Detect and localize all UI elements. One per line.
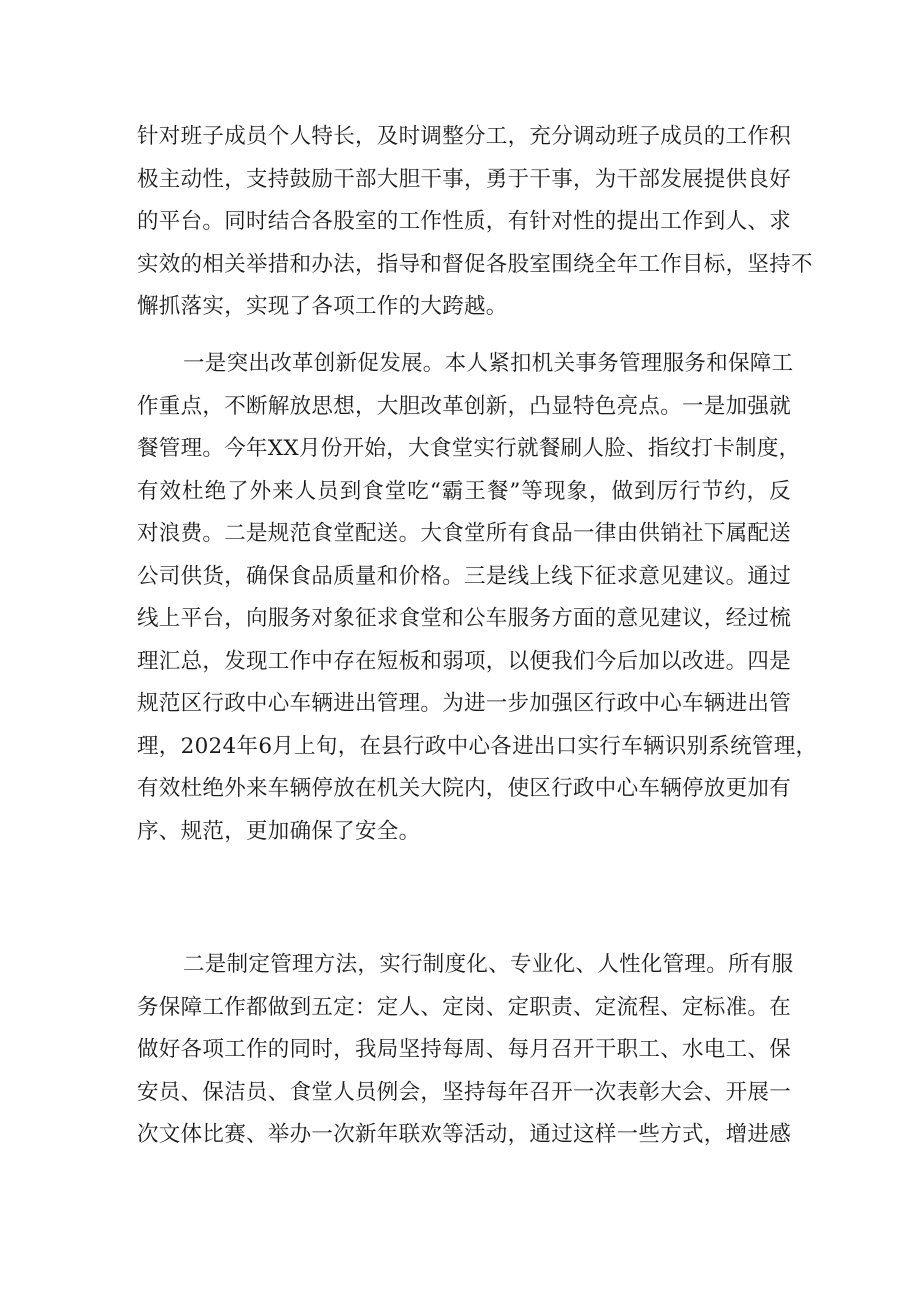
text-line: 的平台。同时结合各股室的工作性质，有针对性的提出工作到人、求 <box>137 209 792 234</box>
text-line: 次文体比赛、举办一次新年联欢等活动，通过这样一些方式，增进感 <box>137 1122 792 1147</box>
text-line: 作重点，不断解放思想，大胆改革创新，凸显特色亮点。一是加强就 <box>137 393 792 419</box>
text-line: 理汇总，发现工作中存在短板和弱项，以便我们今后加以改进。四是 <box>137 648 792 674</box>
text-line: 规范区行政中心车辆进出管理。为进一步加强区行政中心车辆进出管 <box>137 691 792 716</box>
text-line: 有效杜绝了外来人员到食堂吃“霸王餐”等现象，做到厉行节约，反 <box>137 478 791 504</box>
text-line: 极主动性，支持鼓励干部大胆干事，勇于干事，为干部发展提供良好 <box>137 166 792 192</box>
text-line: 安员、保洁员、食堂人员例会，坚持每年召开一次表彰大会、开展一 <box>137 1079 792 1105</box>
text-line: 懈抓落实，实现了各项工作的大跨越。 <box>137 294 508 319</box>
text-line: 务保障工作都做到五定：定人、定岗、定职责、定流程、定标准。在 <box>137 994 792 1020</box>
paragraph-reform-innovation <box>137 343 818 853</box>
text-line: 餐管理。今年XX月份开始，大食堂实行就餐刷人脸、指纹打卡制度， <box>137 436 801 461</box>
text-line: 针对班子成员个人特长，及时调整分工，充分调动班子成员的工作积 <box>137 124 792 149</box>
text-line: 公司供货，确保食品质量和价格。三是线上线下征求意见建议。通过 <box>137 563 792 589</box>
text-line: 二是制定管理方法，实行制度化、专业化、人性化管理。所有服 <box>183 952 794 977</box>
paragraph-leadership-team <box>137 116 813 329</box>
text-line: 做好各项工作的同时，我局坚持每周、每月召开干职工、水电工、保 <box>137 1037 792 1062</box>
text-line: 实效的相关举措和办法，指导和督促各股室围绕全年工作目标，坚持不 <box>137 251 813 277</box>
text-line: 对浪费。二是规范食堂配送。大食堂所有食品一律由供销社下属配送 <box>137 521 792 546</box>
paragraph-management-methods <box>137 944 794 1157</box>
text-line: 有效杜绝外来车辆停放在机关大院内，使区行政中心车辆停放更加有 <box>137 776 792 801</box>
text-line: 序、规范，更加确保了安全。 <box>137 818 421 844</box>
text-line: 一是突出改革创新促发展。本人紧扣机关事务管理服务和保障工 <box>183 351 794 376</box>
text-line: 理，2024年6月上旬，在县行政中心各进出口实行车辆识别系统管理， <box>137 733 818 759</box>
text-line: 线上平台，向服务对象征求食堂和公车服务方面的意见建议，经过梳 <box>137 606 792 631</box>
